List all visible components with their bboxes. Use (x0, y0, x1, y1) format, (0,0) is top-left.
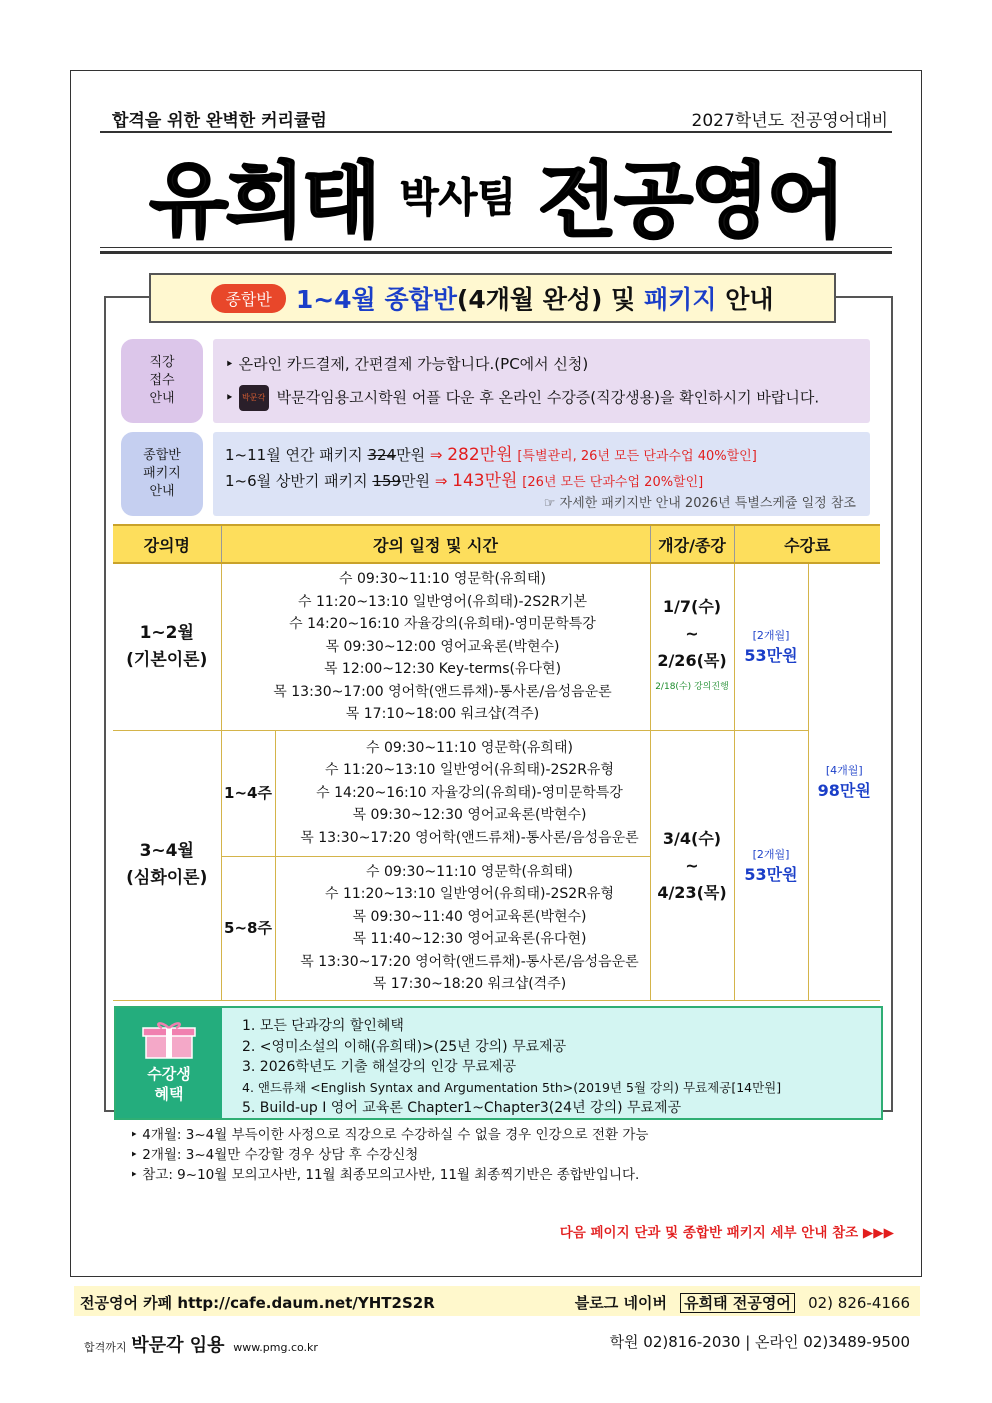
direct-line-1: ‣ 온라인 카드결제, 간편결제 가능합니다.(PC에서 신청) (225, 355, 589, 373)
week-range: 5~8주 (221, 856, 275, 1000)
cafe-link[interactable]: 전공영어 카페 http://cafe.daum.net/YHT2S2R (80, 1294, 435, 1312)
table-header-row (113, 525, 880, 563)
week-range: 1~4주 (221, 730, 275, 856)
total-fee-cell: [4개월] 98만원 (808, 563, 880, 1000)
list-item: 2. <영미소설의 이해(유희태)>(25년 강의) 무료제공 (242, 1038, 567, 1055)
course-name: 3~4월 (심화이론) (113, 730, 221, 1000)
brand-logo: 합격까지 박문각 임용 www.pmg.co.kr (84, 1335, 318, 1356)
package-line-2: 1~6월 상반기 패키지 159만원 ⇒ 143만원 [26년 모든 단과수업 20%할인] (225, 471, 704, 491)
divider (100, 247, 892, 248)
title-subject: 전공영어 (537, 154, 843, 249)
package-label: 종합반 패키지 안내 (121, 432, 203, 516)
schedule-lines: 수 09:30~11:10 영문학(유희태) 수 11:20~13:10 일반영어(유희태)-2S2R유형 수 14:20~16:10 자율강의(유희태)-영미문학특강 목 09:30~12:30 영어교육론(박현수) 목 13:30~17:20 영어학(앤드류채)-통사론/음성음운론 (275, 730, 650, 856)
footer-links (74, 1286, 920, 1316)
table-row (113, 563, 880, 730)
footer-contacts (74, 1326, 920, 1354)
list-item: ‣ 2개월: 3~4월만 수강할 경우 상담 후 수강신청 (130, 1147, 419, 1163)
list-item: ‣ 참고: 9~10월 모의고사반, 11월 최종모의고사반, 11월 최종찍기반은 종합반입니다. (130, 1167, 640, 1183)
benefits-box (114, 1006, 883, 1120)
course-badge: 종합반 (211, 284, 285, 313)
list-item: 1. 모든 단과강의 할인혜택 (242, 1018, 404, 1034)
list-item: ‣ 4개월: 3~4월 부득이한 사정으로 직강으로 수강하실 수 없을 경우 인강으로 전환 가능 (130, 1127, 649, 1143)
title-name: 유희태 (149, 154, 378, 249)
blog-info: 블로그 네이버 유희태 전공영어 02) 826-4166 (574, 1294, 910, 1312)
tagline: 합격을 위한 완벽한 커리큘럼 (112, 111, 327, 131)
app-icon: 박문각 (239, 385, 269, 411)
schedule-lines: 수 09:30~11:10 영문학(유희태) 수 11:20~13:10 일반영어(유희태)-2S2R기본 수 14:20~16:10 자율강의(유희태)-영미문학특강 목 09:30~12:00 영어교육론(박현수) 목 12:00~12:30 Key-terms(유다현) 목 13:30~17:00 영어학(앤드류채)-통사론/음성음운론 목 17:10~18:00 워크샵(격주) (221, 563, 650, 730)
main-title (100, 136, 892, 249)
table-row (113, 730, 880, 856)
benefits-label: 수강생 혜택 (116, 1008, 222, 1118)
col-header-course: 강의명 (113, 525, 221, 563)
fee-cell: [2개월] 53만원 (734, 563, 808, 730)
package-info (213, 432, 870, 516)
package-line-1: 1~11월 연간 패키지 324만원 ⇒ 282만원 [특별관리, 26년 모든 단과수업 40%할인] (225, 445, 757, 465)
list-item: 3. 2026학년도 기출 해설강의 인강 무료제공 (242, 1059, 517, 1075)
col-header-dates: 개강/종강 (650, 525, 734, 563)
list-item: 5. Build-up Ⅰ 영어 교육론 Chapter1~Chapter3(24년 강의) 무료제공 (242, 1100, 682, 1116)
date-note: 2/18(수) 강의진행 (655, 681, 729, 692)
title-team: 박사팀 (399, 175, 516, 221)
direct-label: 직강 접수 안내 (121, 339, 203, 423)
col-header-schedule: 강의 일정 및 시간 (221, 525, 650, 563)
banner-title: 1~4월 종합반(4개월 완성) 및 패키지 안내 (295, 285, 774, 314)
benefits-list (242, 1016, 781, 1119)
schedule-lines: 수 09:30~11:10 영문학(유희태) 수 11:20~13:10 일반영어(유희태)-2S2R유형 목 09:30~11:40 영어교육론(박현수) 목 11:40~12:30 영어교육론(유다현) 목 13:30~17:20 영어학(앤드류채)-통사론/음성음운론 목 17:30~18:20 워크샵(격주) (275, 856, 650, 1000)
course-dates: 1/7(수) ~ 2/26(목) 2/18(수) 강의진행 (650, 563, 734, 730)
direct-line-2: ‣ 박문각 박문각임용고시학원 어플 다운 후 온라인 수강증(직강생용)을 확인하시기 바랍니다. (225, 385, 819, 411)
course-name: 1~2월 (기본이론) (113, 563, 221, 730)
fee-cell: [2개월] 53만원 (734, 730, 808, 1000)
divider (100, 131, 892, 133)
divider (100, 251, 892, 254)
next-page-note: 다음 페이지 단과 및 종합반 패키지 세부 안내 참조 ▶▶▶ (559, 1225, 894, 1241)
list-item: 4. 앤드류채 <English Syntax and Argumentation 5th>(2019년 5월 강의) 무료제공[14만원] (242, 1079, 782, 1095)
contact-numbers: 학원 02)816-2030 | 온라인 02)3489-9500 (609, 1333, 910, 1351)
col-header-fee: 수강료 (734, 525, 880, 563)
notes-list (130, 1125, 648, 1185)
gift-icon (140, 1020, 198, 1060)
blog-link[interactable]: 유희태 전공영어 (680, 1293, 795, 1313)
section-banner (149, 273, 836, 323)
schedule-table (113, 524, 880, 1001)
year-line: 2027학년도 전공영어대비 (691, 111, 888, 131)
course-dates: 3/4(수) ~ 4/23(목) (650, 730, 734, 1000)
direct-info (213, 339, 870, 423)
package-reference: ☞ 자세한 패키지반 안내 2026년 특별스케쥴 일정 참조 (543, 496, 856, 511)
